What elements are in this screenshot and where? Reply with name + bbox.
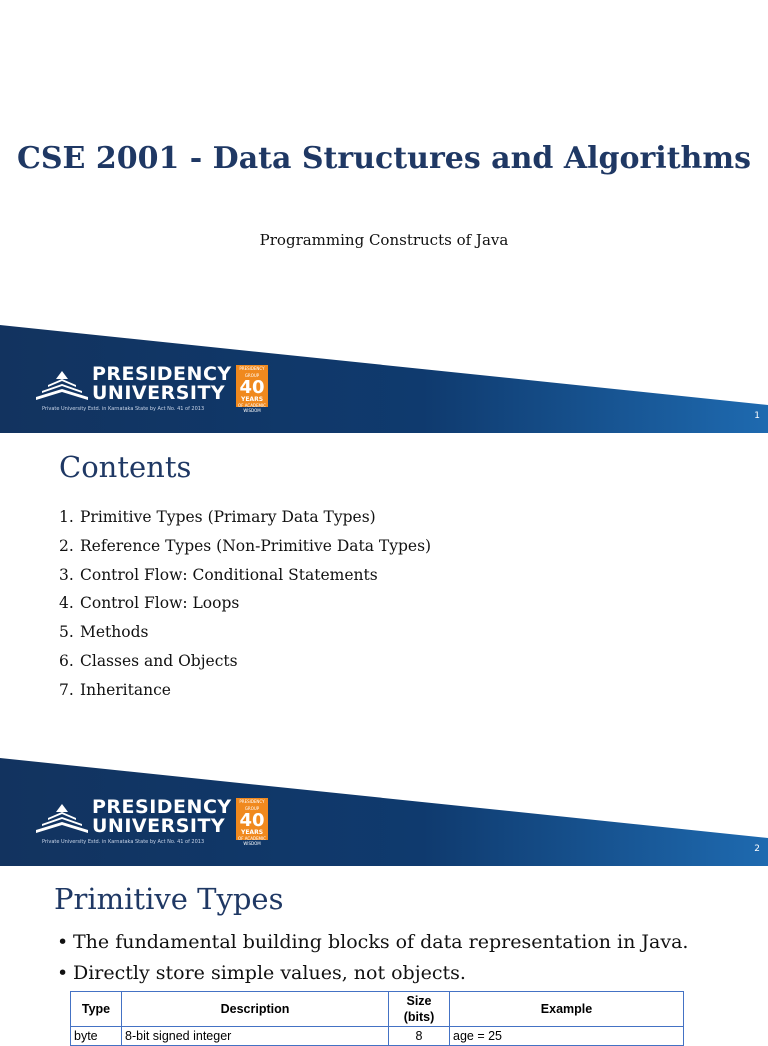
contents-list bbox=[59, 503, 431, 705]
title-slide bbox=[0, 0, 768, 433]
list-item bbox=[59, 618, 431, 647]
footer-banner bbox=[0, 758, 768, 866]
list-item bbox=[59, 561, 431, 590]
badge-top-text: PRESIDENCY GROUP bbox=[239, 799, 265, 811]
badge-top-text: PRESIDENCY GROUP bbox=[239, 366, 265, 378]
item-text: Inheritance bbox=[80, 680, 171, 699]
logo-name-line1: PRESIDENCY bbox=[92, 796, 232, 818]
badge-tagline: OF ACADEMIC WISDOM bbox=[238, 836, 266, 846]
item-number: 7. bbox=[59, 680, 74, 699]
logo-name-line2: UNIVERSITY bbox=[92, 382, 226, 404]
bullet-icon: • bbox=[57, 962, 69, 984]
slide-heading: Contents bbox=[59, 450, 192, 484]
bullet-text: The fundamental building blocks of data representation in Java. bbox=[73, 931, 689, 953]
cell-example: age = 25 bbox=[450, 1027, 684, 1046]
list-item bbox=[59, 532, 431, 561]
contents-slide bbox=[0, 433, 768, 866]
logo-tagline: Private University Estd. in Karnataka State by Act No. 41 of 2013 bbox=[42, 839, 205, 845]
slide-subtitle: Programming Constructs of Java bbox=[259, 231, 509, 249]
logo-name-line2: UNIVERSITY bbox=[92, 815, 226, 837]
slide-title: CSE 2001 - Data Structures and Algorithms bbox=[16, 141, 752, 176]
item-text: Primitive Types (Primary Data Types) bbox=[80, 508, 376, 526]
item-number: 2. bbox=[59, 536, 74, 555]
list-item bbox=[59, 589, 431, 618]
bullet-item bbox=[57, 927, 688, 958]
bullet-icon: • bbox=[57, 931, 69, 953]
item-number: 4. bbox=[59, 594, 74, 613]
item-text: Methods bbox=[80, 623, 149, 642]
cell-description: 8-bit signed integer bbox=[122, 1027, 389, 1046]
primitive-types-table bbox=[70, 991, 684, 1046]
item-text: Classes and Objects bbox=[80, 651, 238, 670]
slide-heading: Primitive Types bbox=[54, 882, 284, 916]
item-text: Reference Types (Non-Primitive Data Types) bbox=[80, 536, 432, 555]
badge-years: YEARS bbox=[240, 829, 264, 836]
anniversary-badge bbox=[236, 798, 268, 846]
badge-years: YEARS bbox=[240, 396, 264, 403]
bullet-item bbox=[57, 958, 688, 989]
anniversary-badge bbox=[236, 365, 268, 413]
table-header-row bbox=[71, 992, 684, 1027]
bullet-text: Directly store simple values, not objects. bbox=[73, 962, 466, 984]
column-header-description: Description bbox=[122, 992, 389, 1027]
book-emblem-icon bbox=[34, 802, 90, 838]
list-item bbox=[59, 503, 431, 532]
item-number: 5. bbox=[59, 623, 74, 642]
badge-tagline: OF ACADEMIC WISDOM bbox=[238, 403, 266, 413]
cell-size: 8 bbox=[389, 1027, 450, 1046]
column-header-size: Size (bits) bbox=[389, 992, 450, 1027]
primitive-types-slide bbox=[0, 866, 768, 1043]
footer-banner bbox=[0, 325, 768, 433]
list-item bbox=[59, 647, 431, 676]
item-text: Control Flow: Loops bbox=[80, 594, 240, 613]
slide-number: 1 bbox=[754, 411, 760, 421]
table-row bbox=[71, 1027, 684, 1046]
cell-type: byte bbox=[71, 1027, 122, 1046]
slide-number: 2 bbox=[754, 844, 760, 854]
logo-tagline: Private University Estd. in Karnataka State by Act No. 41 of 2013 bbox=[42, 406, 205, 412]
item-text: Control Flow: Conditional Statements bbox=[80, 565, 378, 584]
bullet-list bbox=[57, 927, 688, 989]
book-emblem-icon bbox=[34, 369, 90, 405]
item-number: 6. bbox=[59, 651, 74, 670]
list-item bbox=[59, 676, 431, 705]
badge-number: 40 bbox=[239, 810, 265, 831]
column-header-type: Type bbox=[71, 992, 122, 1027]
item-number: 3. bbox=[59, 565, 74, 584]
column-header-example: Example bbox=[450, 992, 684, 1027]
item-number: 1. bbox=[59, 508, 74, 526]
badge-number: 40 bbox=[239, 377, 265, 398]
university-logo bbox=[34, 798, 274, 848]
university-logo bbox=[34, 365, 274, 415]
logo-name-line1: PRESIDENCY bbox=[92, 363, 232, 385]
